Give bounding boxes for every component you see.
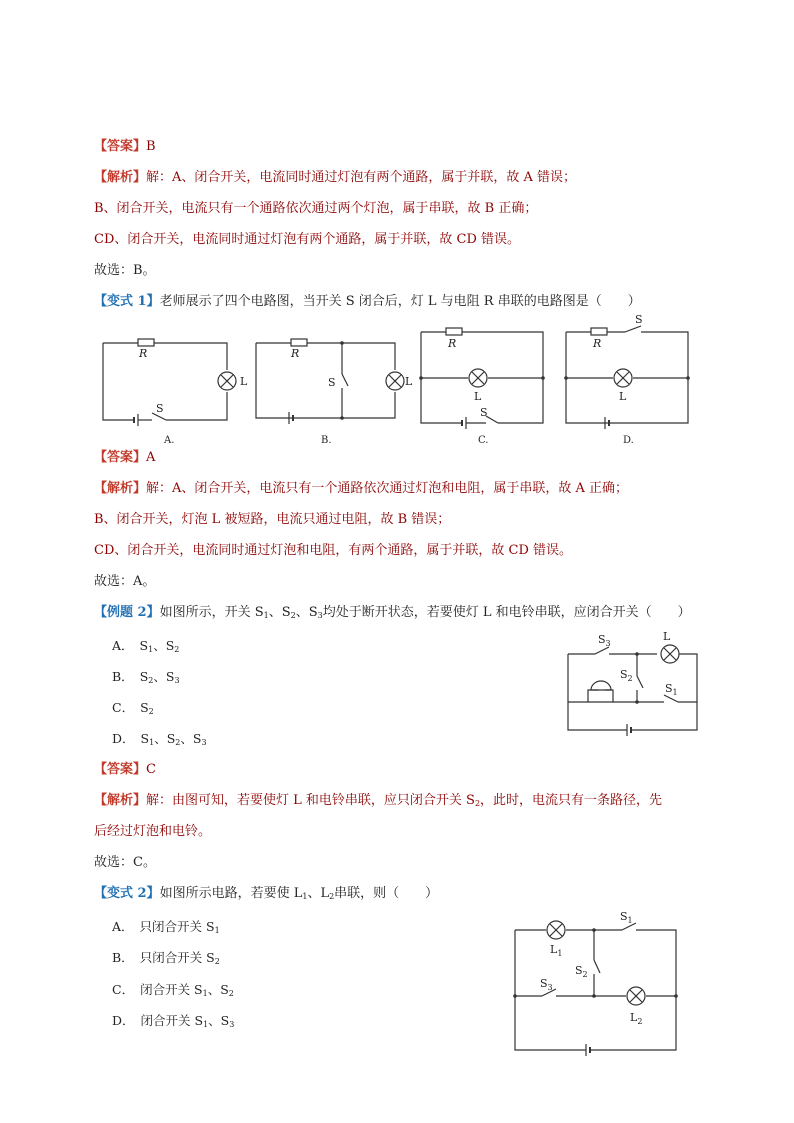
- subscript: 3: [174, 676, 180, 685]
- answer-line: [94, 760, 156, 780]
- subscript: 3: [317, 611, 323, 620]
- subscript: 2: [175, 738, 181, 747]
- label-l: L: [619, 390, 627, 403]
- option-a[interactable]: [112, 917, 220, 941]
- circuit-diagram-c: [418, 325, 553, 450]
- option-text: S: [139, 669, 149, 684]
- label-l: L: [240, 375, 248, 388]
- label-l: L: [663, 630, 671, 643]
- example-tag: 【例题 2】: [94, 605, 160, 620]
- question-text: 、S: [268, 605, 291, 620]
- caption-a: A.: [164, 435, 175, 446]
- subscript: 2: [214, 957, 220, 966]
- choose-line: 故选：C。: [94, 855, 156, 870]
- label-l2: $L_2$: [630, 1011, 643, 1026]
- option-letter: B．: [112, 950, 134, 965]
- option-c[interactable]: [112, 980, 234, 1004]
- circuit-diagram-example2: [565, 630, 700, 742]
- label-s1: $S_1$: [620, 910, 633, 925]
- analysis-text: B、闭合开关，电流只有一个通路依次通过两个灯泡，属于串联，故 B 正确；: [94, 201, 538, 216]
- example2-question: [94, 603, 691, 626]
- subscript: 1: [263, 611, 269, 620]
- answer-value: C: [146, 762, 156, 777]
- option-text: 、S: [153, 669, 175, 684]
- analysis-tag: 【解析】: [94, 481, 147, 496]
- choose-line: 故选：B。: [94, 263, 156, 278]
- question-text: 老师展示了四个电路图，当开关 S 闭合后，灯 L 与电阻 R 串联的电路图是（ ）: [159, 294, 641, 309]
- option-letter: A．: [112, 919, 134, 934]
- analysis-line: [94, 168, 576, 188]
- question-text: 、L: [307, 886, 330, 901]
- option-d[interactable]: [112, 729, 207, 753]
- option-text: 、S: [180, 731, 202, 746]
- analysis-text: 解：由图可知，若要使灯 L 和电铃串联，应只闭合开关 S: [146, 793, 475, 808]
- variant-tag: 【变式 1】: [94, 294, 160, 309]
- subscript: 3: [229, 1020, 235, 1029]
- option-c[interactable]: [112, 698, 154, 722]
- option-text: 、S: [207, 982, 229, 997]
- question-text: 如图所示电路，若要使 L: [159, 886, 303, 901]
- answer-value: A: [146, 450, 156, 465]
- option-letter: C．: [112, 982, 135, 997]
- variant2-question: [94, 884, 438, 907]
- analysis-tag: 【解析】: [94, 793, 147, 808]
- option-text: 闭合开关 S: [140, 982, 203, 997]
- subscript: 2: [148, 707, 154, 716]
- option-text: 、S: [154, 731, 176, 746]
- option-b[interactable]: [112, 948, 220, 972]
- option-letter: B．: [112, 669, 134, 684]
- analysis-line: [94, 791, 662, 814]
- subscript: 2: [474, 799, 481, 808]
- label-l: L: [405, 375, 413, 388]
- option-a[interactable]: [112, 636, 179, 660]
- option-text: 、S: [153, 638, 175, 653]
- label-s1: $S_1$: [665, 682, 678, 697]
- label-l: L: [474, 390, 482, 403]
- analysis-text: 后经过灯泡和电铃。: [94, 824, 212, 839]
- answer-tag: 【答案】: [94, 762, 147, 777]
- label-s: S: [480, 406, 488, 419]
- option-text: 、S: [208, 1013, 230, 1028]
- analysis-text: B、闭合开关，灯泡 L 被短路，电流只通过电阻，故 B 错误；: [94, 512, 451, 527]
- subscript: 1: [149, 738, 155, 747]
- circuit-diagram-b: [253, 330, 413, 450]
- answer-value: B: [146, 139, 156, 154]
- option-text: 只闭合开关 S: [139, 919, 215, 934]
- option-text: S: [140, 700, 149, 715]
- subscript: 2: [148, 676, 154, 685]
- subscript: 1: [148, 645, 154, 654]
- subscript: 1: [203, 1020, 209, 1029]
- option-b[interactable]: [112, 667, 180, 691]
- question-text: 串联，则（ ）: [334, 886, 439, 901]
- option-text: S: [140, 731, 150, 746]
- option-d[interactable]: [112, 1011, 234, 1035]
- label-r: R: [593, 337, 602, 350]
- option-letter: D．: [112, 731, 135, 746]
- analysis-text: CD、闭合开关，电流同时通过灯泡有两个通路，属于并联，故 CD 错误。: [94, 232, 521, 247]
- subscript: 2: [174, 645, 180, 654]
- subscript: 1: [302, 892, 308, 901]
- option-text: 只闭合开关 S: [139, 950, 215, 965]
- label-s: S: [635, 313, 643, 326]
- option-text: 闭合开关 S: [140, 1013, 204, 1028]
- answer-line: [94, 137, 156, 157]
- subscript: 3: [201, 738, 207, 747]
- analysis-text: 解：A、闭合开关，电流同时通过灯泡有两个通路，属于并联，故 A 错误；: [146, 170, 577, 185]
- subscript: 2: [290, 611, 296, 620]
- label-s2: $S_2$: [575, 964, 588, 979]
- label-s: S: [156, 402, 164, 415]
- subscript: 2: [228, 989, 234, 998]
- option-letter: D．: [112, 1013, 135, 1028]
- question-text: 均处于断开状态，若要使灯 L 和电铃串联，应闭合开关（ ）: [322, 605, 691, 620]
- circuit-diagram-d: [563, 312, 698, 450]
- analysis-text: 解：A、闭合开关，电流只有一个通路依次通过灯泡和电阻，属于串联，故 A 正确；: [146, 481, 629, 496]
- label-s2: $S_2$: [620, 668, 633, 683]
- analysis-line: [94, 479, 628, 499]
- answer-tag: 【答案】: [94, 139, 147, 154]
- label-r: R: [291, 347, 300, 360]
- label-s: S: [328, 376, 336, 389]
- label-s3: $S_3$: [540, 977, 553, 992]
- label-l1: $L_1$: [550, 943, 563, 958]
- option-letter: A．: [112, 638, 134, 653]
- analysis-tag: 【解析】: [94, 170, 147, 185]
- caption-b: B.: [321, 435, 332, 446]
- question-text: 、S: [295, 605, 318, 620]
- variant1-question: [94, 292, 641, 312]
- circuit-diagram-a: [100, 330, 250, 450]
- variant-tag: 【变式 2】: [94, 886, 160, 901]
- question-text: 如图所示，开关 S: [159, 605, 264, 620]
- caption-c: C.: [478, 435, 489, 446]
- label-s3: $S_3$: [598, 633, 611, 648]
- circuit-diagram-variant2: [512, 908, 680, 1056]
- choose-line: 故选：A。: [94, 574, 156, 589]
- caption-d: D.: [623, 435, 634, 446]
- answer-line: [94, 448, 155, 468]
- answer-tag: 【答案】: [94, 450, 147, 465]
- option-letter: C．: [112, 700, 135, 715]
- analysis-text: CD、闭合开关，电流同时通过灯泡和电阻，有两个通路，属于并联，故 CD 错误。: [94, 543, 573, 558]
- subscript: 1: [214, 926, 220, 935]
- analysis-text: ，此时，电流只有一条路径，先: [480, 793, 663, 808]
- subscript: 1: [202, 989, 208, 998]
- label-r: R: [139, 347, 148, 360]
- option-text: S: [139, 638, 149, 653]
- label-r: R: [448, 337, 457, 350]
- subscript: 2: [329, 892, 335, 901]
